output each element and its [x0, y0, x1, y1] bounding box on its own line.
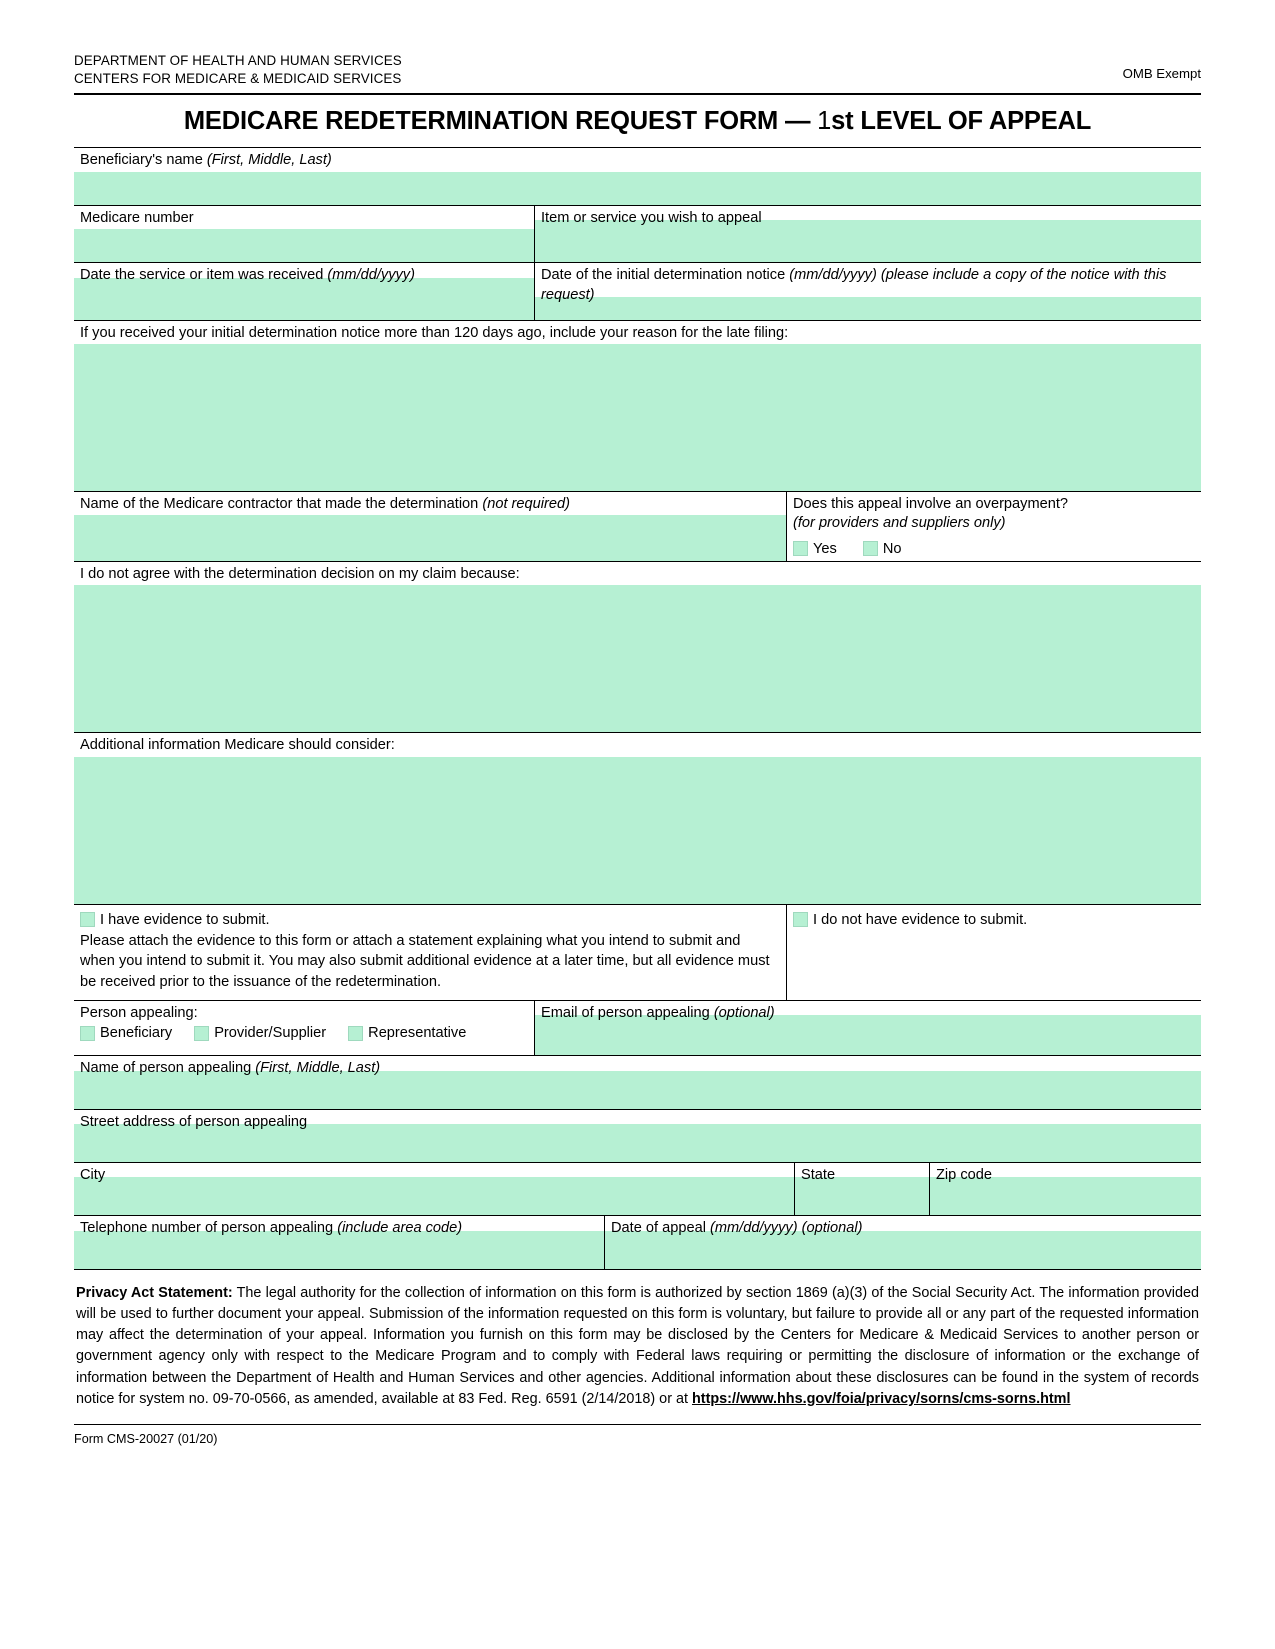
privacy-sorns-link[interactable]: https://www.hhs.gov/foia/privacy/sorns/cms-sorns.html — [691, 1390, 1071, 1407]
overpayment-no-option[interactable] — [863, 541, 902, 557]
row-city-state-zip — [74, 1163, 1201, 1216]
checkbox-icon[interactable] — [793, 541, 808, 556]
evidence-instructions: Please attach the evidence to this form or attach a statement explaining what you intend to submit and when you intend to submit it. You may also submit additional evidence at a later time, but all evidence must be received prior to the issuance of the redetermination. — [80, 932, 770, 991]
beneficiary-name-label — [74, 148, 1201, 171]
person-appealing-options — [74, 1024, 534, 1046]
option-provider-label: Provider/Supplier — [214, 1025, 327, 1042]
city-label: City — [80, 1167, 106, 1183]
overpayment-yes-label: Yes — [813, 540, 837, 557]
privacy-act-body: The legal authority for the collection of information on this form is authorized by section 1869 (a)(3) of the Social Security Act. The information provided will be used to further document your appeal. Submission of the information requested on this form is voluntary, but failure to provide all or any part of the requested information may affect the determination of your appeal. Information you furnish on this form may be disclosed by the Centers for Medicare & Medicaid Services to another person or government agency only with respect to the Medicare Program and to comply with Federal laws requiring or permitting the disclosure of information or the exchange of information between the Department of Health and Human Services and other agencies. Additional information about these disclosures can be found in the system of records notice for system no. 09-70-0566, as amended, available at 83 Fed. Reg. 6591 (2/14/2018) or at — [76, 1284, 1199, 1407]
row-disagree — [74, 562, 1201, 733]
checkbox-icon[interactable] — [194, 1026, 209, 1041]
late-filing-input[interactable] — [74, 344, 1201, 491]
have-evidence-option[interactable] — [74, 905, 786, 930]
page-title — [74, 95, 1201, 147]
late-filing-label: If you received your initial determination notice more than 120 days ago, include your reason for the late filing: — [80, 324, 789, 341]
checkbox-icon[interactable] — [863, 541, 878, 556]
cell-medicare-number — [74, 206, 534, 262]
agency-line-1: DEPARTMENT OF HEALTH AND HUMAN SERVICES — [74, 53, 402, 68]
date-notice-label — [535, 263, 1201, 306]
contractor-label-text: Name of the Medicare contractor that made the determination — [80, 496, 483, 512]
overpayment-options — [787, 535, 1201, 561]
zip-label: Zip code — [936, 1167, 992, 1183]
cell-date-service — [74, 263, 534, 319]
form-grid — [74, 147, 1201, 1269]
disagree-label: I do not agree with the determination decision on my claim because: — [80, 565, 520, 582]
cell-item-or-service — [534, 206, 1201, 262]
privacy-act-statement — [74, 1270, 1201, 1410]
omb-status: OMB Exempt — [1122, 66, 1201, 81]
cell-have-evidence — [74, 905, 786, 1000]
telephone-label-text: Telephone number of person appealing — [80, 1220, 338, 1237]
row-late-filing — [74, 321, 1201, 492]
checkbox-icon[interactable] — [80, 912, 95, 927]
overpayment-no-label: No — [882, 540, 902, 557]
title-part-2: st LEVEL OF APPEAL — [831, 107, 1092, 136]
additional-info-label: Additional information Medicare should consider: — [80, 737, 395, 754]
option-provider-supplier[interactable] — [194, 1025, 326, 1041]
document-header — [74, 52, 1201, 87]
agency-name — [74, 52, 402, 87]
state-label: State — [801, 1167, 836, 1183]
row-dates — [74, 263, 1201, 320]
no-evidence-option[interactable] — [787, 905, 1201, 932]
additional-info-input[interactable] — [74, 757, 1201, 904]
person-appealing-label: Person appealing: — [80, 1004, 198, 1021]
cell-additional-info — [74, 733, 1201, 903]
option-representative-label: Representative — [368, 1025, 467, 1042]
cell-date-appeal — [604, 1216, 1201, 1268]
row-evidence — [74, 905, 1201, 1001]
date-appeal-label-hint: (mm/dd/yyyy) (optional) — [710, 1220, 863, 1237]
email-label-hint: (optional) — [713, 1004, 775, 1021]
overpayment-yes-option[interactable] — [793, 541, 837, 557]
beneficiary-name-label-text: Beneficiary's name — [80, 152, 207, 169]
row-beneficiary-name — [74, 148, 1201, 205]
agency-line-2: CENTERS FOR MEDICARE & MEDICAID SERVICES — [74, 70, 402, 86]
cell-overpayment — [786, 492, 1201, 561]
row-person-appealing — [74, 1001, 1201, 1056]
option-beneficiary-label: Beneficiary — [100, 1025, 173, 1042]
cell-date-notice — [534, 263, 1201, 319]
cell-email — [534, 1001, 1201, 1055]
name-person-label — [74, 1056, 1201, 1079]
cell-name-person — [74, 1056, 1201, 1108]
cell-disagree — [74, 562, 1201, 732]
row-additional-info — [74, 733, 1201, 904]
cell-zip — [929, 1163, 1201, 1215]
cell-beneficiary-name — [74, 148, 1201, 204]
title-ordinal: 1 — [817, 107, 832, 136]
telephone-label — [74, 1216, 604, 1239]
option-beneficiary[interactable] — [80, 1025, 172, 1041]
email-label — [535, 1001, 1201, 1024]
contractor-label — [74, 492, 786, 515]
title-part-1: MEDICARE REDETERMINATION REQUEST FORM — — [183, 107, 818, 136]
row-medicare-number — [74, 206, 1201, 263]
date-appeal-label-text: Date of appeal — [611, 1220, 710, 1237]
email-label-text: Email of person appealing — [541, 1004, 714, 1021]
date-notice-label-text: Date of the initial determination notice — [541, 267, 790, 284]
option-representative[interactable] — [348, 1025, 466, 1041]
privacy-act-label: Privacy Act Statement: — [76, 1284, 233, 1301]
beneficiary-name-input[interactable] — [74, 172, 1201, 205]
disagree-input[interactable] — [74, 585, 1201, 732]
name-person-label-hint: (First, Middle, Last) — [255, 1060, 381, 1077]
cell-no-evidence — [786, 905, 1201, 1000]
row-phone-date — [74, 1216, 1201, 1269]
date-service-label-hint: (mm/dd/yyyy) — [327, 267, 415, 284]
street-address-label: Street address of person appealing — [80, 1113, 308, 1130]
medicare-number-label: Medicare number — [80, 209, 194, 226]
checkbox-icon[interactable] — [793, 912, 808, 927]
cell-late-filing — [74, 321, 1201, 491]
contractor-label-hint: (not required) — [482, 496, 570, 512]
checkbox-icon[interactable] — [80, 1026, 95, 1041]
telephone-label-hint: (include area code) — [337, 1220, 463, 1237]
cell-contractor — [74, 492, 786, 561]
date-service-label — [74, 263, 534, 286]
medicare-number-input[interactable] — [74, 229, 534, 262]
no-evidence-label: I do not have evidence to submit. — [813, 911, 1028, 928]
cell-state — [794, 1163, 929, 1215]
checkbox-icon[interactable] — [348, 1026, 363, 1041]
overpayment-subnote-label: (for providers and suppliers only) — [793, 515, 1006, 532]
date-appeal-label — [605, 1216, 1201, 1239]
cell-person-appealing — [74, 1001, 534, 1055]
beneficiary-name-label-hint: (First, Middle, Last) — [206, 152, 332, 169]
name-person-label-text: Name of person appealing — [80, 1060, 256, 1077]
have-evidence-label: I have evidence to submit. — [100, 911, 270, 928]
row-street-address — [74, 1110, 1201, 1163]
date-service-label-text: Date the service or item was received — [80, 267, 328, 284]
form-id-footer: Form CMS-20027 (01/20) — [74, 1431, 218, 1446]
row-contractor — [74, 492, 1201, 562]
cell-street-address — [74, 1110, 1201, 1162]
item-or-service-label: Item or service you wish to appeal — [541, 209, 762, 226]
cell-telephone — [74, 1216, 604, 1268]
cell-city — [74, 1163, 794, 1215]
row-name-person — [74, 1056, 1201, 1109]
contractor-input[interactable] — [74, 515, 786, 560]
overpayment-question-label: Does this appeal involve an overpayment? — [793, 496, 1069, 512]
date-notice-label-hint: (mm/dd/yyyy) (please include a copy of the notice with this request) — [541, 267, 1167, 303]
